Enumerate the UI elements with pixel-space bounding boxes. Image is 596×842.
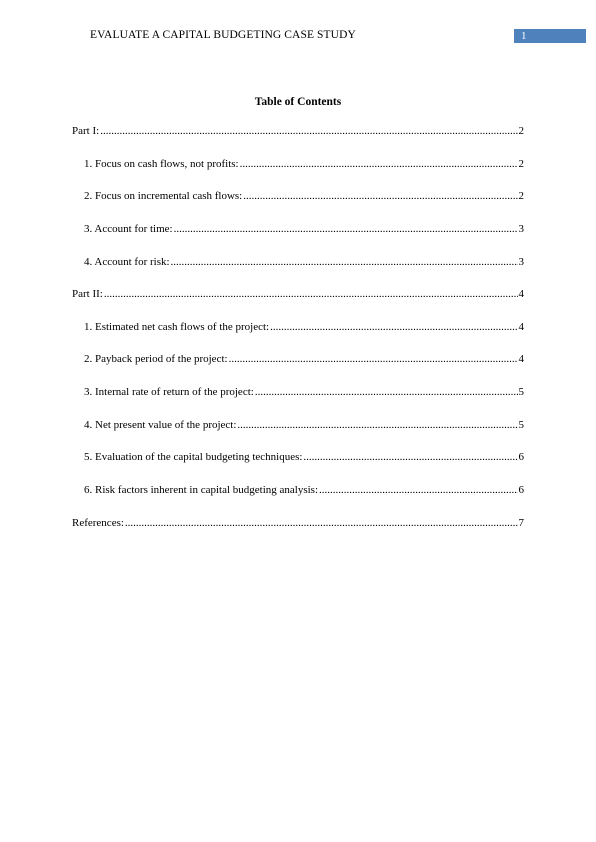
toc-entry[interactable] — [84, 189, 524, 203]
toc-entry[interactable] — [84, 385, 524, 399]
toc-entry-label: 6. Risk factors inherent in capital budgeting analysis: — [84, 484, 319, 496]
toc-entry[interactable] — [72, 287, 524, 301]
toc-entry[interactable] — [84, 255, 524, 269]
toc-entry[interactable] — [84, 157, 524, 171]
toc-entry-page: 3 — [518, 223, 524, 235]
toc-entry-label: 3. Account for time: — [84, 223, 173, 235]
toc-dot-leader — [240, 157, 518, 171]
toc-dot-leader — [100, 124, 517, 138]
toc-entry-page: 2 — [518, 158, 524, 170]
toc-dot-leader — [270, 320, 517, 334]
toc-entry-label: 2. Payback period of the project: — [84, 353, 228, 365]
toc-dot-leader — [237, 418, 517, 432]
toc-entry-page: 6 — [518, 484, 524, 496]
toc-dot-leader — [319, 483, 517, 497]
toc-entry-label: 2. Focus on incremental cash flows: — [84, 190, 243, 202]
toc-dot-leader — [243, 189, 517, 203]
toc-title: Table of Contents — [254, 96, 342, 108]
toc-entry[interactable] — [84, 222, 524, 236]
toc-entry-page: 3 — [518, 256, 524, 268]
toc-dot-leader — [303, 450, 517, 464]
toc-entry-label: Part I: — [72, 125, 100, 137]
toc-entry-label: 1. Estimated net cash flows of the project: — [84, 321, 270, 333]
toc-entry[interactable] — [84, 450, 524, 464]
toc-entry-label: 3. Internal rate of return of the project: — [84, 386, 254, 398]
toc-entry-page: 4 — [518, 288, 524, 300]
toc-entry-page: 5 — [518, 419, 524, 431]
toc-entry-label: 1. Focus on cash flows, not profits: — [84, 158, 239, 170]
toc-dot-leader — [171, 255, 518, 269]
toc-entry-page: 5 — [518, 386, 524, 398]
toc-entry-label: 5. Evaluation of the capital budgeting techniques: — [84, 451, 303, 463]
running-header-title: EVALUATE A CAPITAL BUDGETING CASE STUDY — [90, 29, 356, 41]
toc-dot-leader — [229, 352, 518, 366]
toc-entry[interactable] — [84, 352, 524, 366]
toc-entry-page: 4 — [518, 353, 524, 365]
toc-entry-page: 2 — [518, 125, 524, 137]
toc-entry-page: 7 — [518, 517, 524, 529]
toc-entry-page: 2 — [518, 190, 524, 202]
toc-entry-label: Part II: — [72, 288, 103, 300]
toc-entry-page: 4 — [518, 321, 524, 333]
page-number: 1 — [521, 30, 527, 42]
toc-dot-leader — [174, 222, 518, 236]
toc-entry-label: References: — [72, 517, 124, 529]
toc-entry[interactable] — [84, 418, 524, 432]
toc-entry-page: 6 — [518, 451, 524, 463]
toc-dot-leader — [125, 516, 518, 530]
toc-dot-leader — [255, 385, 518, 399]
toc-entry-label: 4. Net present value of the project: — [84, 419, 237, 431]
toc-entry[interactable] — [72, 516, 524, 530]
toc-entry[interactable] — [72, 124, 524, 138]
toc-entry-label: 4. Account for risk: — [84, 256, 170, 268]
toc-entry[interactable] — [84, 483, 524, 497]
toc-dot-leader — [104, 287, 518, 301]
toc-entry[interactable] — [84, 320, 524, 334]
